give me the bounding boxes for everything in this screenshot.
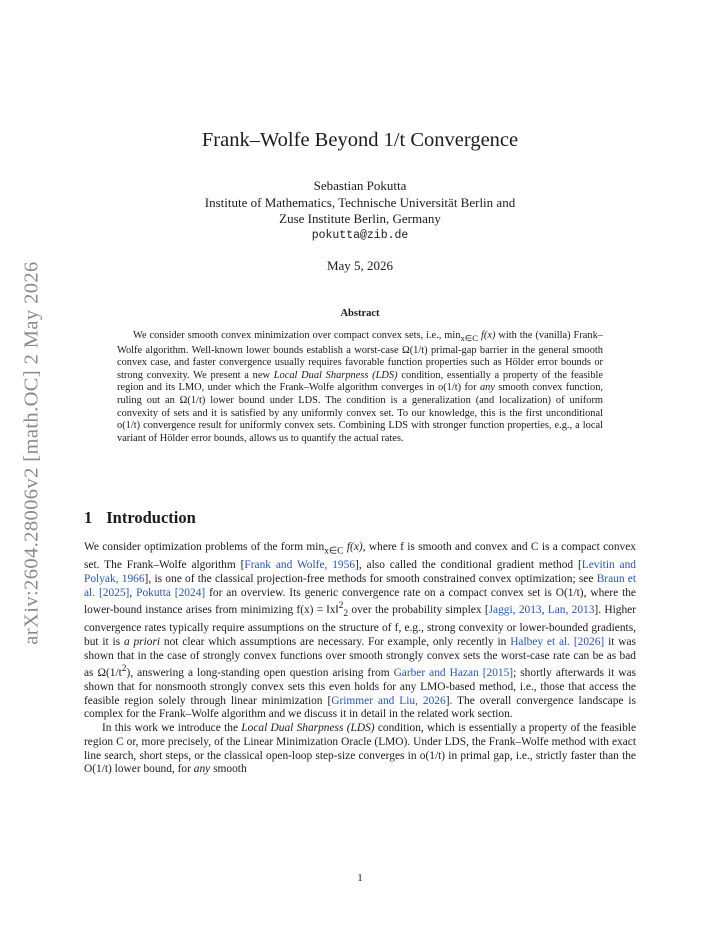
citation-link[interactable]: Jaggi, 2013: [488, 604, 542, 617]
affiliation-line-1: Institute of Mathematics, Technische Universität Berlin and: [204, 194, 516, 210]
affiliation-line-2: Zuse Institute Berlin, Germany: [279, 211, 441, 226]
section-heading-introduction: [84, 508, 196, 528]
intro-paragraph-1: We consider optimization problems of the form $\min_{x\in C} f(x)$, where f is smooth and convex and C is a compact convex set. The Frank–Wolfe algorithm [Frank and Wolfe, 1956], also called the conditional gradient method [Levitin and Polyak, 1966], is one of the classical projection-free methods for smooth constrained convex optimization; see Braun et al. [2025], Pokutta [2024] for an overview. Its generic convergence rate on a compact convex set is O(1/t), where the lower-bound instance arises from minimizing f(x) = ‖x‖$^2_2$ over the probability simplex [Jaggi, 2013, Lan, 2013]. Higher convergence rates typically require assumptions on the structure of f, e.g., strong convexity or lower-bounded gradients, but it is a priori not clear which assumptions are necessary. For example, only recently in Halbey et al. [2026] it was shown that in the case of strongly convex functions over smooth strongly convex sets the worst-case rate can be as bad as $\Omega(1/t^2)$, answering a long-standing open question arising from Garber and Hazan [2015]; shortly afterwards it was shown that for nonsmooth strongly convex sets this even holds for any LMO-based method, i.e., those that access the feasible region solely through linear minimization [Grimmer and Liu, 2026]. The overall convergence landscape is complex for the Frank–Wolfe algorithm and we discuss it in detail in the related work section.: [84, 541, 637, 721]
paper-date: May 5, 2026: [326, 258, 394, 273]
citation-link[interactable]: Frank and Wolfe, 1956: [244, 559, 356, 572]
paper-title: Frank–Wolfe Beyond 1/t Convergence: [201, 129, 519, 151]
citation-link[interactable]: Garber and Hazan [2015]: [393, 667, 514, 680]
arxiv-identifier: [6, 248, 58, 658]
citation-link[interactable]: Pokutta [2024]: [136, 586, 206, 599]
author-block: [84, 178, 636, 244]
citation-link[interactable]: Levitin and Polyak, 1966: [84, 559, 636, 585]
abstract-text: We consider smooth convex minimization over compact convex sets, i.e., $\min_{x\in C} f(x)$ with the (vanilla) Frank–Wolfe algorithm. Well-known lower bounds establish a worst-case Ω(1/t) primal-gap barrier in the general smooth convex case, and faster convergence usually requires favorable function properties such as Hölder error bounds or strong convexity. We present a new Local Dual Sharpness (LDS) condition, essentially a property of the feasible region and its LMO, under which the Frank–Wolfe algorithm converges in o(1/t) for any smooth convex function, ruling out an Ω(1/t) lower bound under LDS. The condition is a generalization (and localization) of uniform convexity of sets and it is satisfied by any uniformly convex set. To our knowledge, this is the first unconditional o(1/t) convergence result for uniformly convex sets. Combining LDS with stronger function properties, e.g., a local variant of Hölder error bounds, allows us to quantify the actual rates.: [117, 330, 604, 444]
page-number: 1: [357, 872, 363, 884]
section-title: Introduction: [106, 508, 196, 527]
intro-paragraph-2: In this work we introduce the Local Dual Sharpness (LDS) condition, which is essentially a property of the feasible region C or, more precisely, of the Linear Minimization Oracle (LMO). Under LDS, the Frank–Wolfe method with exact line search, short steps, or the classical open-loop step-size converges in o(1/t) in primal gap, i.e., strictly faster than the O(1/t) lower bound, for any smooth: [84, 722, 636, 776]
section-number: 1: [84, 508, 93, 527]
introduction-body: [84, 541, 636, 777]
citation-link[interactable]: Grimmer and Liu, 2026: [331, 694, 446, 707]
author-name: Sebastian Pokutta: [313, 178, 407, 193]
citation-link[interactable]: Lan, 2013: [547, 604, 595, 617]
author-email: pokutta@zib.de: [311, 228, 409, 242]
abstract-heading: Abstract: [340, 308, 380, 319]
arxiv-identifier-text: arXiv:2604.28006v2 [math.OC] 2 May 2026: [20, 261, 43, 645]
citation-link[interactable]: Halbey et al. [2026]: [510, 635, 605, 648]
citation-link[interactable]: Braun et al. [2025]: [84, 572, 637, 599]
